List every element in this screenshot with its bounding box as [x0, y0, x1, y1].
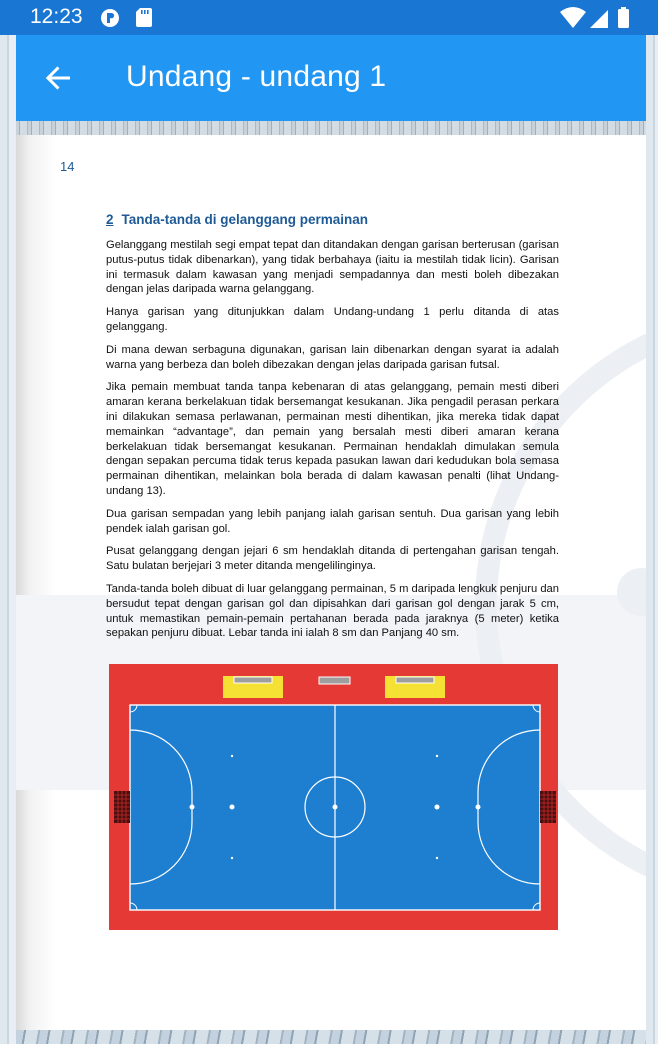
status-bar: [0, 0, 658, 35]
section-title: Tanda-tanda di gelanggang permainan: [121, 212, 369, 227]
document-body: [106, 238, 559, 649]
section-number: 2: [106, 212, 114, 227]
paragraph: Hanya garisan yang ditunjukkan dalam Undang-undang 1 perlu ditanda di atas gelanggang.: [106, 306, 559, 333]
status-time: 12:23: [30, 5, 83, 28]
cell-signal-icon: [590, 10, 608, 28]
wood-background-left: [0, 35, 16, 1044]
wood-background-right: [646, 35, 658, 1044]
battery-icon: [618, 9, 629, 28]
paragraph: Gelanggang mestilah segi empat tepat dan ditandakan dengan garisan berterusan (garisan putus-putus tidak dibenarkan), yang tidak berbahaya (iaitu ia mestilah tidak licin). Garisan ini termasuk dalam kawasan yang menjadi sempadannya dan mesti boleh dibezakan dengan jelas daripada warna gelanggang.: [106, 239, 559, 296]
wifi-icon: [560, 7, 586, 28]
system-status-icons: [560, 7, 638, 29]
app-bar: [16, 35, 646, 121]
app-bar-title: Undang - undang 1: [126, 60, 387, 93]
notification-p-icon: [100, 8, 120, 28]
back-arrow-icon[interactable]: [40, 60, 76, 96]
futsal-court-diagram: [109, 664, 558, 930]
timekeeper-table: [319, 677, 350, 684]
wood-background-top: [16, 121, 646, 135]
document-page[interactable]: [16, 135, 646, 1030]
paragraph: Jika pemain membuat tanda tanpa kebenaran di atas gelanggang, pemain mesti diberi amaran kerana berkelakuan tidak bersemangat kesukanan. Jika pengadil perasan perkara ini dilakukan semasa perlawanan, permainan mesti dihentikan, jika mereka tidak dapat memainkan “advantage”, dan pemain yang bersalah mesti diberi amaran kerana berkelakuan tidak bersemangat kesukanan. Permainan hendaklah dimulakan semula dengan sepakan percuma tidak terus kepada pasukan lawan dari kedudukan bola semasa permainan dihentikan, melainkan bola berada di dalam kawasan penalti (lihat Undang-undang 13).: [106, 381, 559, 497]
paragraph: Dua garisan sempadan yang lebih panjang ialah garisan sentuh. Dua garisan yang lebih pendek ialah garisan gol.: [106, 507, 559, 535]
page-number: 14: [60, 159, 75, 174]
section-heading: [106, 212, 368, 227]
paragraph: Tanda-tanda boleh dibuat di luar gelanggang permainan, 5 m daripada lengkuk penjuru dan bersudut tepat dengan garisan gol dan dipisahkan dari garisan gol dengan jarak 5 cm, untuk memastikan pemain-pemain pertahanan berada pada jaraknya (5 meter) ketika sepakan penjuru dibuat. Lebar tanda ini ialah 8 sm dan Panjang 40 sm.: [106, 582, 559, 640]
sd-card-icon: [136, 8, 152, 27]
paragraph: Pusat gelanggang dengan jejari 6 sm hendaklah ditanda di pertengahan garisan tengah. Satu bulatan berjejari 3 meter ditanda mengelilinginya.: [106, 545, 559, 573]
wood-background-bottom: [16, 1030, 646, 1044]
paragraph: Di mana dewan serbaguna digunakan, garisan lain dibenarkan dengan syarat ia adalah warna yang berbeza dan boleh dibezakan dengan jelas daripada garisan futsal.: [106, 343, 559, 371]
